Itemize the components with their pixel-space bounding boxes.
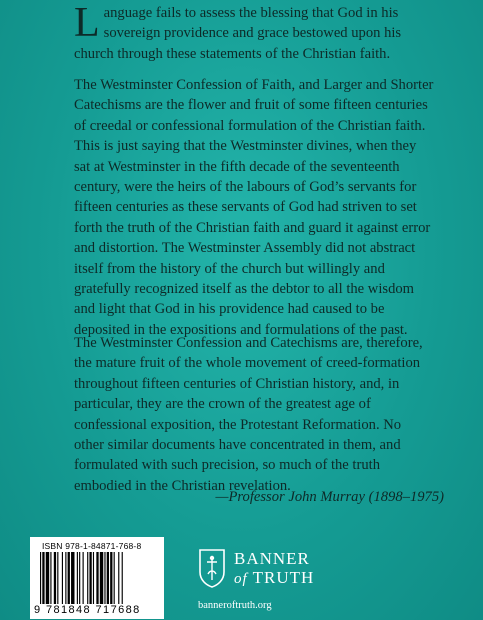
barcode-bar <box>77 552 78 604</box>
barcode-bar <box>83 552 84 604</box>
barcode-bar <box>79 552 80 604</box>
barcode-bar <box>68 552 70 604</box>
barcode-bar <box>114 552 115 604</box>
publisher-name-line2 <box>234 568 314 588</box>
intro-text: anguage fails to assess the blessing that God in his sovereign providence and grace bestowed upon his church through these statements of the Christian faith. <box>74 5 402 62</box>
barcode-bar <box>110 552 112 604</box>
barcode-bar <box>62 552 63 604</box>
publisher-name-line1: BANNER <box>234 549 310 568</box>
barcode-bar <box>104 552 105 604</box>
quote-attribution: —Professor John Murray (1898–1975) <box>215 489 444 505</box>
publisher-of: of <box>234 571 248 587</box>
publisher-logo <box>198 548 348 618</box>
barcode-bar <box>57 552 58 604</box>
barcode-bar <box>118 552 119 604</box>
barcode-bar <box>65 552 66 604</box>
shield-icon <box>198 548 226 588</box>
barcode-bar <box>42 552 44 604</box>
barcode-bar <box>40 552 41 604</box>
drop-cap: L <box>74 0 100 46</box>
publisher-url: banneroftruth.org <box>198 600 272 611</box>
barcode-bar <box>54 552 56 604</box>
isbn-label: ISBN 978-1-84871-768-8 <box>42 541 142 551</box>
barcode-bar <box>107 552 109 604</box>
barcode-bar <box>96 552 98 604</box>
barcode-bar <box>89 552 91 604</box>
barcode-bar <box>93 552 94 604</box>
barcode-bar <box>122 552 123 604</box>
barcode-bar <box>100 552 103 604</box>
barcode <box>30 537 164 619</box>
barcode-digits: 9 781848 717688 <box>34 604 141 616</box>
barcode-bar <box>71 552 74 604</box>
barcode-bar <box>46 552 49 604</box>
intro-paragraph <box>74 0 434 64</box>
barcode-bars <box>40 552 154 604</box>
body-paragraph-2: The Westminster Confession and Catechisms are, therefore, the mature fruit of the whole movement of creed-formation throughout fifteen centuries of Christian history, and, in particular, they are the crown of the greatest age of confessional exposition, the Protestant Reformation. No other similar documents have concentrated in them, and formulated with such precision, so much of the truth embodied in the Christian revelation. <box>74 335 423 494</box>
barcode-bar <box>50 552 51 604</box>
barcode-bar <box>87 552 88 604</box>
body-paragraph-1: The Westminster Confession of Faith, and Larger and Shorter Catechisms are the flower and fruit of some fifteen centuries of creedal or confessional formulation of the Christian faith. This is just saying that the Westminster divines, when they sat at Westminster in the fifth decade of the seventeenth century, were the heirs of the labours of God’s servants for fifteen centuries as these servants of God had striven to set forth the truth of the Christian faith and guard it against error and distortion. The Westminster Assembly did not abstract itself from the history of the church but willingly and gratefully recognized itself as the debtor to all the wisdom and light that God in his providence had caused to be deposited in the expositions and formulations of the past. <box>74 77 434 338</box>
publisher-truth: TRUTH <box>252 568 315 587</box>
